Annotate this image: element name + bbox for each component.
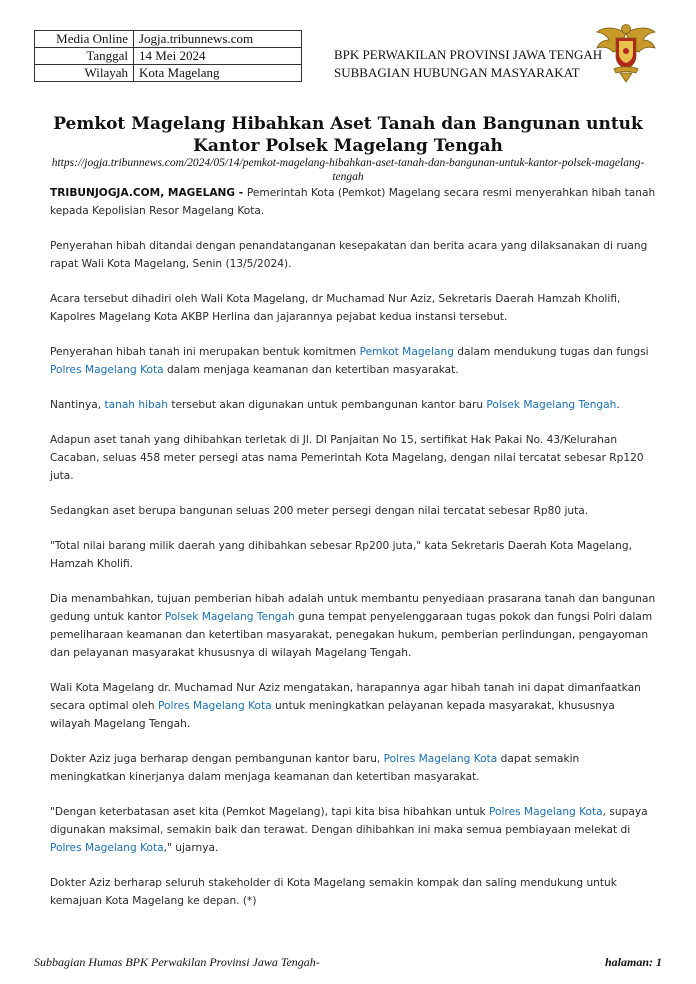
page-footer xyxy=(34,955,662,970)
article-link[interactable]: Polres Magelang Kota xyxy=(489,806,603,818)
article-dateline: TRIBUNJOGJA.COM, MAGELANG - xyxy=(50,187,247,199)
article-link[interactable]: Polsek Magelang Tengah xyxy=(486,399,617,411)
article-text: Nantinya, xyxy=(50,399,105,411)
article-text: Dia menambahkan, tujuan pemberian hibah adalah untuk membantu penyediaan prasarana tanah dan bangunan gedung untuk kantor xyxy=(50,593,656,623)
media-info-label: Wilayah xyxy=(35,65,134,82)
media-info-row xyxy=(35,65,302,82)
article-link[interactable]: Polres Magelang Kota xyxy=(158,700,272,712)
media-info-value: 14 Mei 2024 xyxy=(134,48,302,65)
organization-unit: SUBBAGIAN HUBUNGAN MASYARAKAT xyxy=(334,65,580,80)
article-paragraph xyxy=(50,184,656,220)
media-info-label: Media Online xyxy=(35,31,134,48)
article-text: ," ujarnya. xyxy=(163,842,219,854)
article-text: Penyerahan hibah tanah ini merupakan bentuk komitmen xyxy=(50,346,360,358)
article-title: Pemkot Magelang Hibahkan Aset Tanah dan Bangunan untuk Kantor Polsek Magelang Tengah xyxy=(53,114,643,156)
article-body xyxy=(50,184,656,927)
article-text: Adapun aset tanah yang dihibahkan terletak di Jl. DI Panjaitan No 15, sertifikat Hak Pakai No. 43/Kelurahan Cacaban, seluas 458 meter persegi atas nama Pemerintah Kota Magelang, dengan nilai tercatat sebesar Rp120 juta. xyxy=(50,434,644,482)
organization-name: BPK PERWAKILAN PROVINSI JAWA TENGAH xyxy=(334,47,603,62)
article-paragraph xyxy=(50,874,656,910)
article-text: Dokter Aziz berharap seluruh stakeholder di Kota Magelang semakin kompak dan saling mendukung untuk kemajuan Kota Magelang ke depan. (*) xyxy=(50,877,617,907)
article-paragraph xyxy=(50,750,656,786)
article-text: dalam mendukung tugas dan fungsi xyxy=(453,346,649,358)
page-number: halaman: 1 xyxy=(604,955,662,969)
article-text: , supaya digunakan maksimal, semakin baik dan terawat. Dengan dihibahkan ini maka semua pembiayaan melekat di xyxy=(50,806,648,836)
media-info-row xyxy=(35,48,302,65)
article-text: dapat semakin meningkatkan kinerjanya dalam menjaga keamanan dan ketertiban masyarakat. xyxy=(50,753,580,783)
article-paragraph xyxy=(50,343,656,379)
article-text: tersebut akan digunakan untuk pembangunan kantor baru xyxy=(167,399,487,411)
article-paragraph xyxy=(50,590,656,662)
article-link[interactable]: Pemkot Magelang xyxy=(359,346,454,358)
article-text: guna tempat penyelenggaraan tugas pokok dan fungsi Polri dalam pemeliharaan keamanan dan ketertiban masyarakat, penegakan hukum, pemberian perlindungan, pengayoman dan pelayanan masyarakat khususnya di wilayah Magelang Tengah. xyxy=(50,611,653,659)
article-text: . xyxy=(616,399,620,411)
media-info-value: Jogja.tribunnews.com xyxy=(134,31,302,48)
article-link[interactable]: Polres Magelang Kota xyxy=(50,364,164,376)
article-paragraph xyxy=(50,803,656,857)
article-paragraph xyxy=(50,431,656,485)
article-link[interactable]: tanah hibah xyxy=(104,399,168,411)
article-paragraph xyxy=(50,396,656,414)
article-url[interactable]: https://jogja.tribunnews.com/2024/05/14/pemkot-magelang-hibahkan-aset-tanah-dan-bangunan-untuk-kantor-polsek-magelang-tengah xyxy=(51,157,645,183)
media-info-value: Kota Magelang xyxy=(134,65,302,82)
article-text: untuk meningkatkan pelayanan kepada masyarakat, khususnya wilayah Magelang Tengah. xyxy=(50,700,615,730)
media-info-table xyxy=(34,30,302,82)
article-text: Wali Kota Magelang dr. Muchamad Nur Aziz mengatakan, harapannya agar hibah tanah ini dapat dimanfaatkan secara optimal oleh xyxy=(50,682,641,712)
media-info-row xyxy=(35,31,302,48)
article-text: Sedangkan aset berupa bangunan seluas 200 meter persegi dengan nilai tercatat sebesar Rp80 juta. xyxy=(50,505,589,517)
article-text: Dokter Aziz juga berharap dengan pembangunan kantor baru, xyxy=(50,753,384,765)
article-text: dalam menjaga keamanan dan ketertiban masyarakat. xyxy=(163,364,459,376)
article-paragraph xyxy=(50,502,656,520)
garuda-emblem-icon xyxy=(592,18,660,86)
article-link[interactable]: Polres Magelang Kota xyxy=(383,753,498,765)
article-text: Penyerahan hibah ditandai dengan penandatanganan kesepakatan dan berita acara yang dilaksanakan di ruang rapat Wali Kota Magelang, Senin (13/5/2024). xyxy=(50,240,648,270)
footer-department: Subbagian Humas BPK Perwakilan Provinsi Jawa Tengah- xyxy=(34,955,320,969)
article-paragraph xyxy=(50,290,656,326)
article-paragraph xyxy=(50,237,656,273)
article-text: Acara tersebut dihadiri oleh Wali Kota Magelang, dr Muchamad Nur Aziz, Sekretaris Daerah Hamzah Kholifi, Kapolres Magelang Kota AKBP Herlina dan jajarannya pejabat kedua instansi tersebut. xyxy=(50,293,621,323)
organization-header xyxy=(334,46,602,82)
article-text: Pemerintah Kota (Pemkot) Magelang secara resmi menyerahkan hibah tanah kepada Kepolisian Resor Magelang Kota. xyxy=(50,187,656,217)
article-paragraph xyxy=(50,537,656,573)
article-link[interactable]: Polres Magelang Kota xyxy=(50,842,164,854)
media-info-label: Tanggal xyxy=(35,48,134,65)
article-paragraph xyxy=(50,679,656,733)
article-link[interactable]: Polsek Magelang Tengah xyxy=(164,611,295,623)
article-text: "Dengan keterbatasan aset kita (Pemkot Magelang), tapi kita bisa hibahkan untuk xyxy=(50,806,490,818)
article-text: "Total nilai barang milik daerah yang dihibahkan sebesar Rp200 juta," kata Sekretaris Daerah Kota Magelang, Hamzah Kholifi. xyxy=(50,540,632,570)
